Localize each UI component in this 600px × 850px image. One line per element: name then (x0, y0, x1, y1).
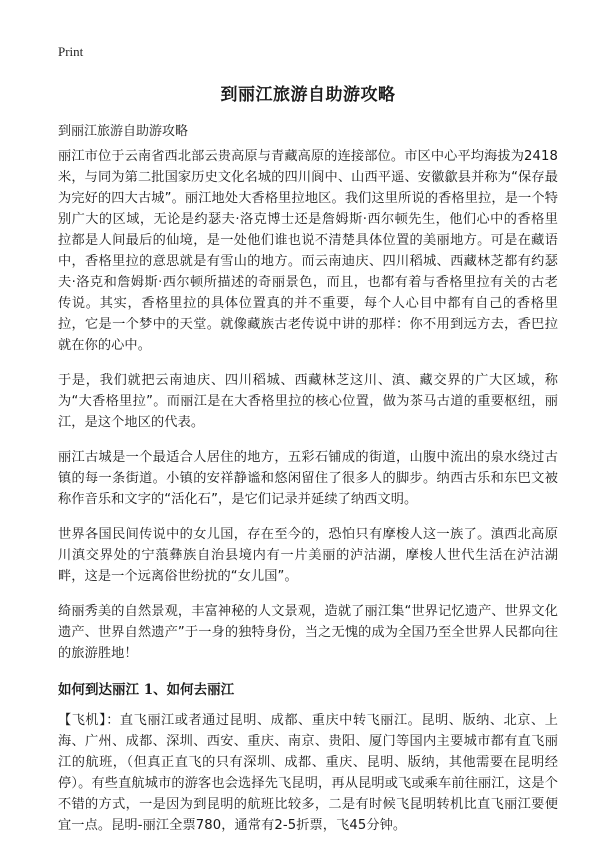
article-body (58, 146, 558, 850)
paragraph-intro: 丽江市位于云南省西北部云贵高原与青藏高原的连接部位。市区中心平均海拔为2418米，与同为第二批国家历史文化名城的四川阆中、山西平遥、安徽歙县并称为“保存最为完好的四大古城”。丽江地处大香格里拉地区。我们这里所说的香格里拉，是一个特别广大的区域，无论是约瑟夫·洛克博士还是詹姆斯·西尔顿先生，他们心中的香格里拉都是人间最后的仙境，是一处他们谁也说不清楚具体位置的美丽地方。可是在藏语中，香格里拉的意思就是有雪山的地方。而云南迪庆、四川稻城、西藏林芝都有约瑟夫·洛克和詹姆斯·西尔顿所描述的奇丽景色，而且，也都有着与香格里拉有关的古老传说。其实，香格里拉的具体位置真的并不重要，每个人心目中都有自己的香格里拉，它是一个梦中的天堂。就像藏族古老传说中讲的那样：你不用到远方去，香巴拉就在你的心中。 (58, 149, 558, 353)
page-title: 到丽江旅游自助游攻略 (220, 85, 396, 105)
paragraph-mosuo: 世界各国民间传说中的女儿国，存在至今的，恐怕只有摩梭人这一族了。滇西北高原川滇交界处的宁蒗彝族自治县境内有一片美丽的泸沽湖，摩梭人世代生活在泸沽湖畔，这是一个远离俗世纷扰的“女儿国”。 (58, 527, 558, 584)
paragraph-heritage: 绮丽秀美的自然景观，丰富神秘的人文景观，造就了丽江集“世界记忆遗产、世界文化遗产、世界自然遗产”于一身的独特身份，当之无愧的成为全国乃至全世界人民都向往的旅游胜地！ (58, 604, 558, 661)
paragraph-flights: 【飞机】：直飞丽江或者通过昆明、成都、重庆中转飞丽江。昆明、版纳、北京、上海、广州、成都、深圳、西安、重庆、南京、贵阳、厦门等国内主要城市都有直飞丽江的航班，（但真正直飞的只有深圳、成都、重庆、昆明、版纳，其他需要在昆明经停）。有些直航城市的游客也会选择先飞昆明，再从昆明或飞或乘车前往丽江，这是个不错的方式，一是因为到昆明的航班比较多，二是有时候飞昆明转机比直飞丽江要便宜一点。昆明-丽江全票780，通常有2-5折票，飞45分钟。 (58, 713, 558, 833)
article-subtitle: 到丽江旅游自助游攻略 (58, 124, 189, 139)
print-link[interactable]: Print (58, 44, 84, 59)
paragraph-shangri-la: 于是，我们就把云南迪庆、四川稻城、西藏林芝这川、滇、藏交界的广大区域，称为“大香格里拉”。而丽江是在大香格里拉的核心位置，做为茶马古道的重要枢纽，丽江，是这个地区的代表。 (58, 373, 558, 430)
paragraph-old-town: 丽江古城是一个最适合人居住的地方，五彩石铺成的街道，山腹中流出的泉水绕过古镇的每一条街道。小镇的安祥静谧和悠闲留住了很多人的脚步。纳西古乐和东巴文被称作音乐和文字的“活化石”，是它们记录并延续了纳西文明。 (58, 450, 558, 507)
section-heading-how-to-get-there: 如何到达丽江 1、如何去丽江 (58, 682, 235, 698)
